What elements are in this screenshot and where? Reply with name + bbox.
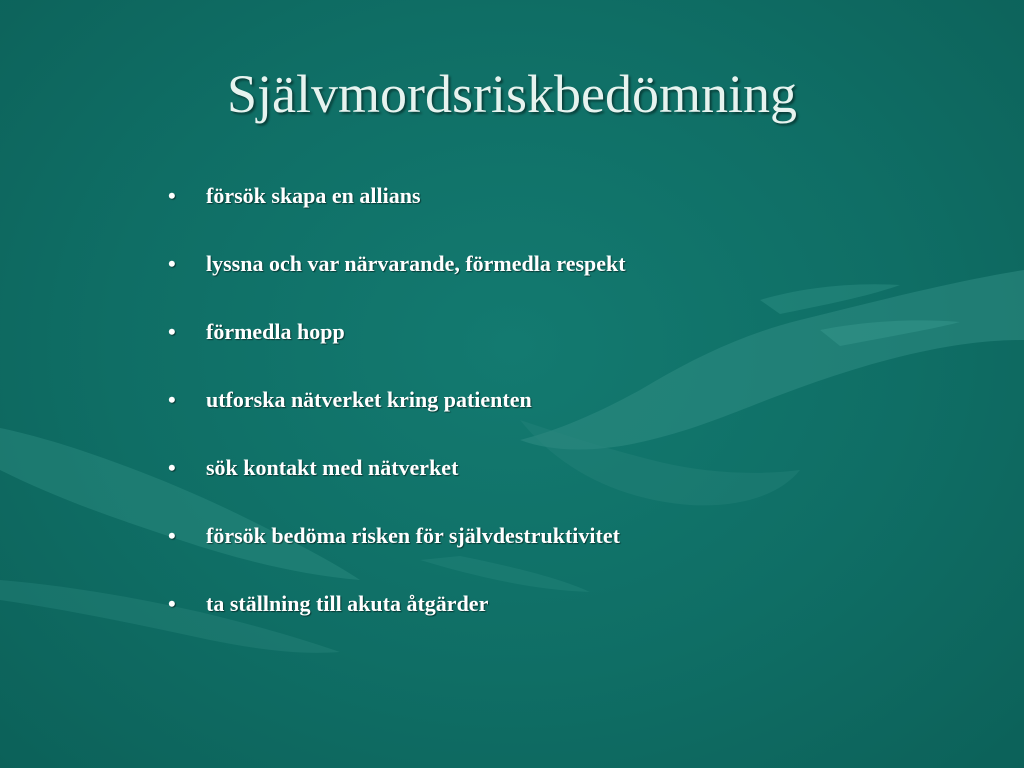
bullet-icon: • xyxy=(168,455,176,480)
list-item-text: förmedla hopp xyxy=(206,319,345,344)
bullet-icon: • xyxy=(168,319,176,344)
list-item xyxy=(166,450,626,518)
list-item-text: sök kontakt med nätverket xyxy=(206,455,459,480)
list-item xyxy=(166,382,626,450)
bullet-icon: • xyxy=(168,523,176,548)
list-item xyxy=(166,246,626,314)
bullet-icon: • xyxy=(168,251,176,276)
bullet-icon: • xyxy=(168,183,176,208)
list-item-text: lyssna och var närvarande, förmedla respekt xyxy=(206,251,626,276)
bullet-icon: • xyxy=(168,387,176,412)
list-item-text: försök bedöma risken för självdestruktivitet xyxy=(206,523,620,548)
list-item-text: försök skapa en allians xyxy=(206,183,421,208)
bullet-icon: • xyxy=(168,591,176,616)
list-item xyxy=(166,314,626,382)
slide-title: Självmordsriskbedömning xyxy=(227,64,797,124)
list-item xyxy=(166,518,626,586)
list-item-text: ta ställning till akuta åtgärder xyxy=(206,591,489,616)
bullet-list xyxy=(166,178,626,654)
list-item-text: utforska nätverket kring patienten xyxy=(206,387,532,412)
list-item xyxy=(166,178,626,246)
list-item xyxy=(166,586,626,654)
